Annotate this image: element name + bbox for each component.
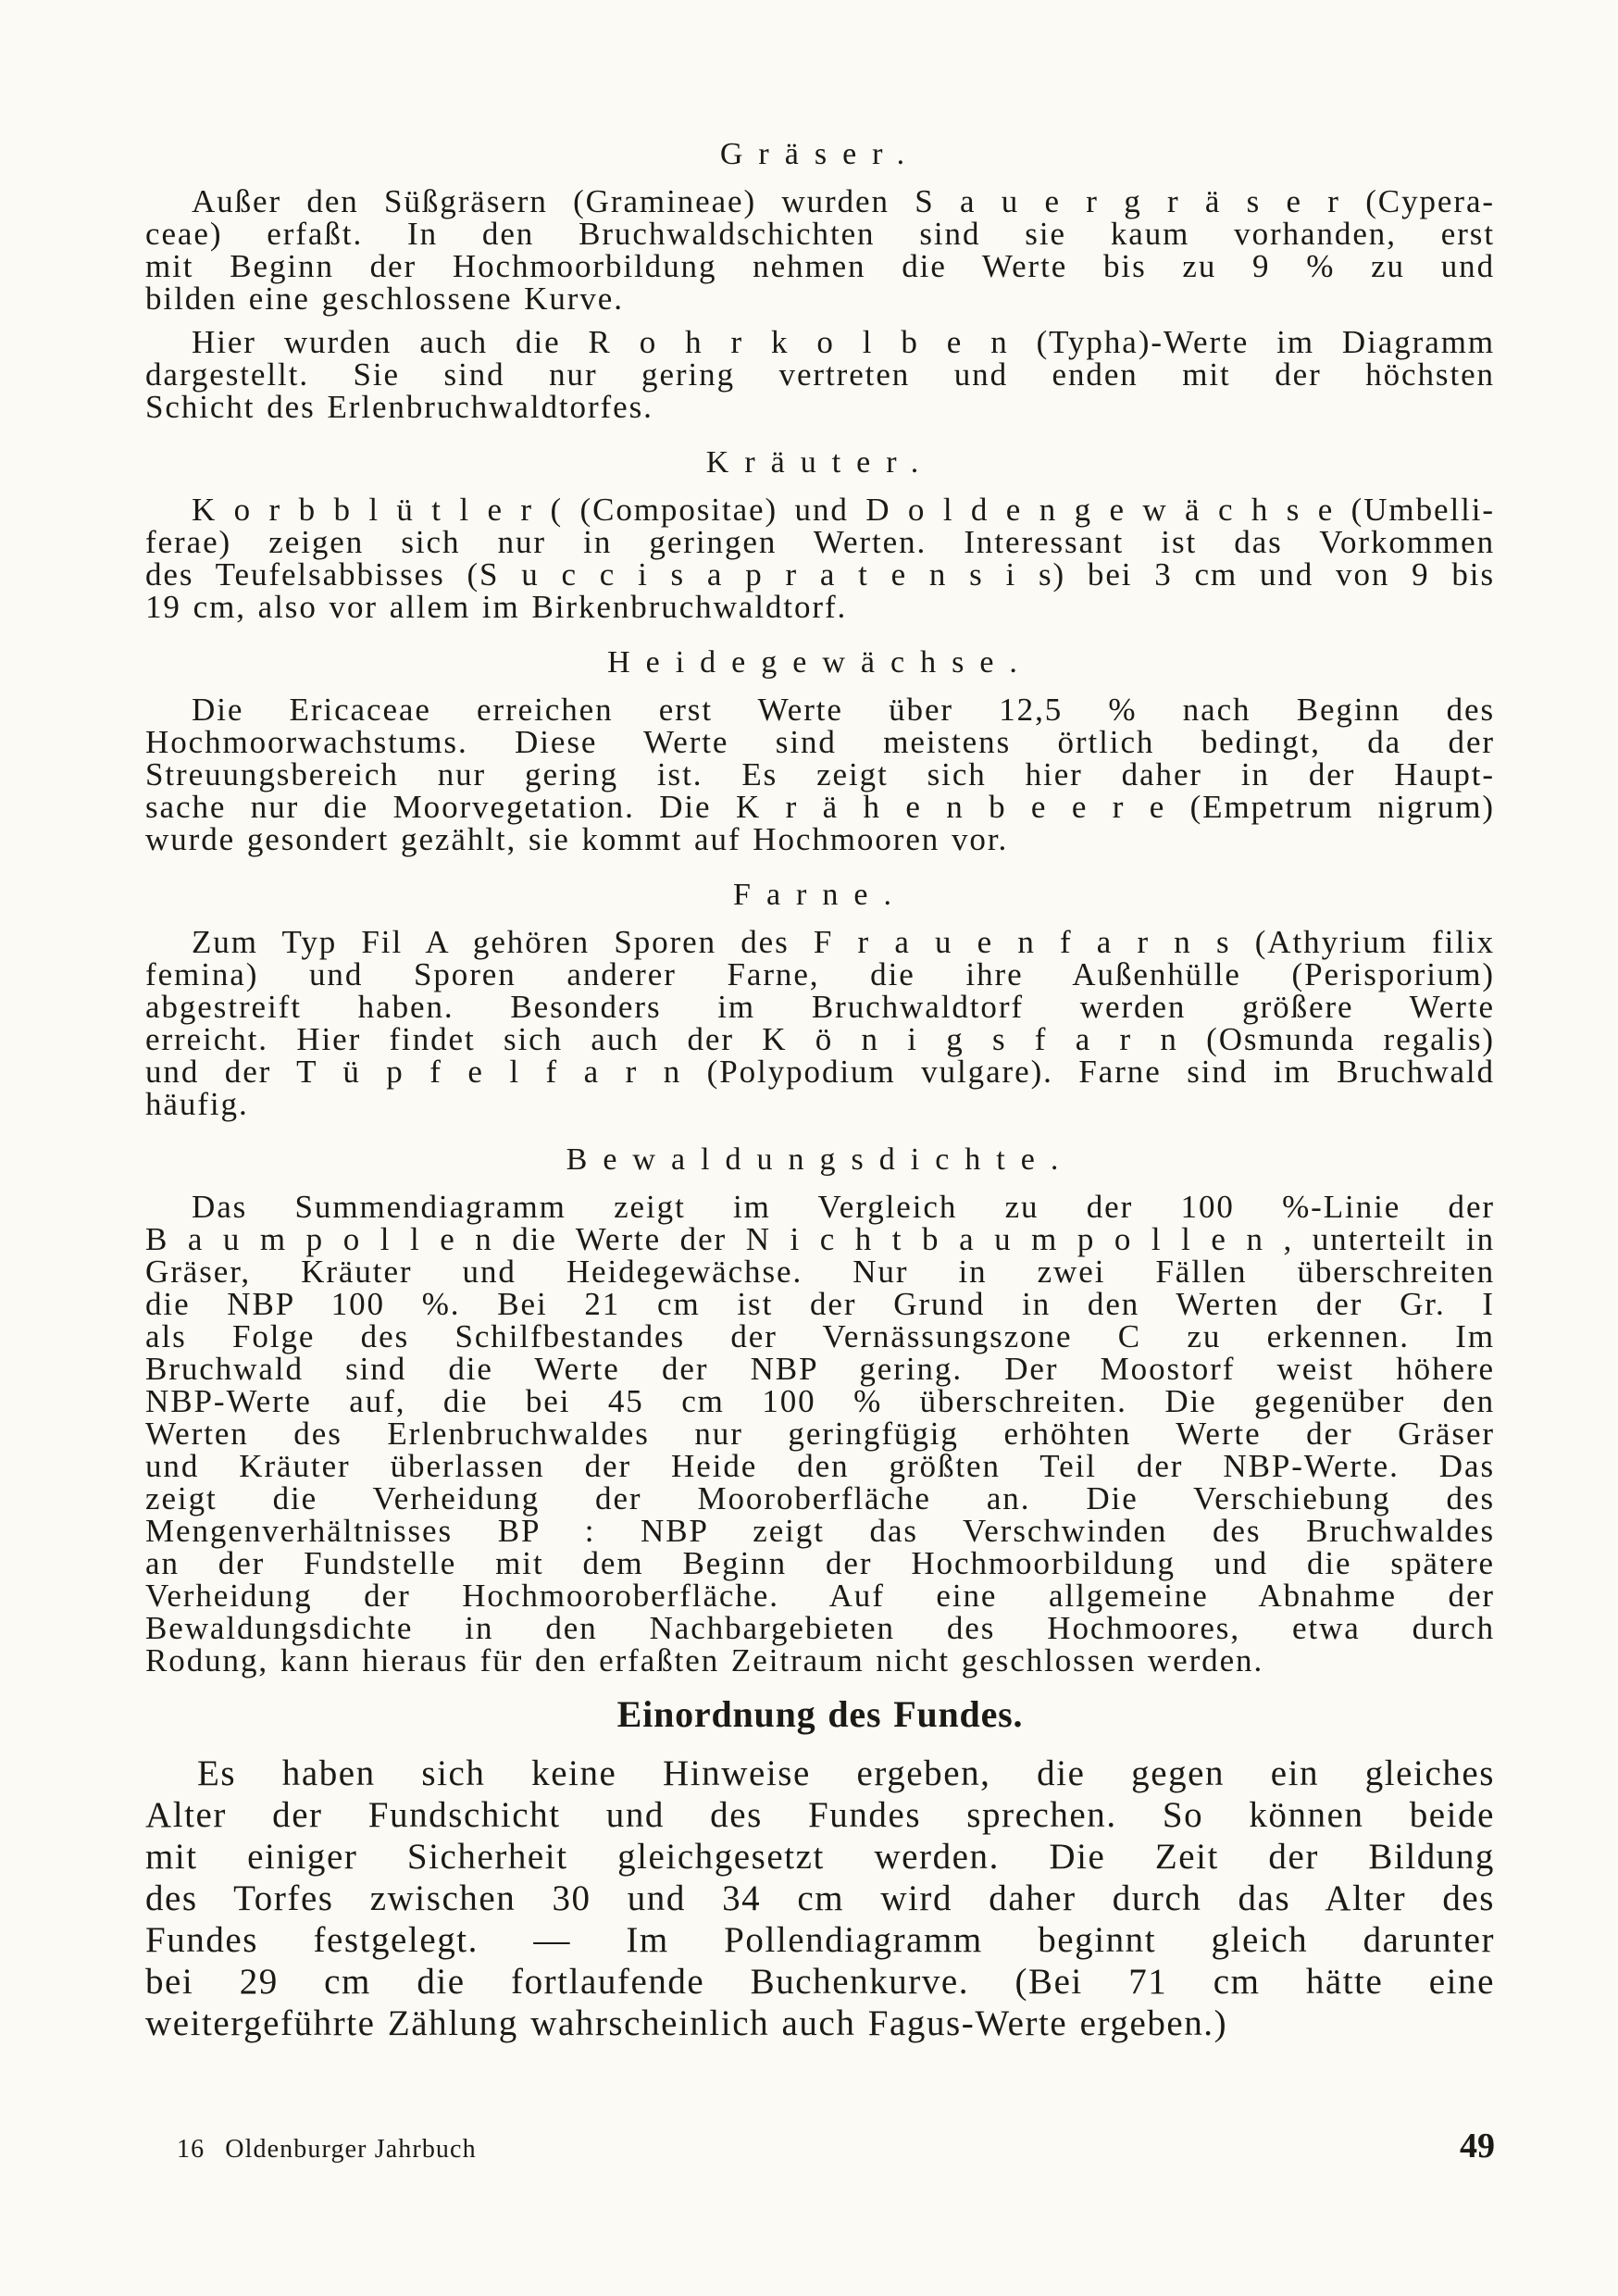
text-line: Rodung, kann hieraus für den erfaßten Zeitraum nicht geschlossen werden. bbox=[145, 1642, 1264, 1678]
text-line: Hochmoorwachstums. Diese Werte sind meistens örtlich bedingt, da der bbox=[145, 724, 1495, 760]
text-line: des Teufelsabbisses (S u c c i s a p r a t e n s i s) bei 3 cm und von 9 bis bbox=[145, 556, 1495, 593]
section-heading-farne: Farne. bbox=[733, 878, 907, 912]
text-line: ceae) erfaßt. In den Bruchwaldschichten sind sie kaum vorhanden, erst bbox=[145, 216, 1495, 252]
text-line: Das Summendiagramm zeigt im Vergleich zu der 100 %-Linie der bbox=[192, 1189, 1495, 1225]
page-number: 49 bbox=[1460, 2127, 1495, 2165]
paragraph bbox=[145, 926, 1495, 1120]
text-line: Außer den Süßgräsern (Gramineae) wurden S a u e r g r ä s e r (Cypera- bbox=[192, 183, 1495, 219]
text-line: Mengenverhältnisses BP : NBP zeigt das Verschwinden des Bruchwaldes bbox=[145, 1513, 1495, 1549]
paragraph bbox=[145, 1191, 1495, 1677]
paragraph bbox=[145, 693, 1495, 855]
text-line: dargestellt. Sie sind nur gering vertreten und enden mit der höchsten bbox=[145, 356, 1495, 393]
text-line: Schicht des Erlenbruchwaldtorfes. bbox=[145, 389, 653, 425]
page-footer bbox=[145, 2126, 1495, 2166]
section-heading-heidegewaechse: Heidegewächse. bbox=[607, 645, 1033, 680]
text-line: bei 29 cm die fortlaufende Buchenkurve. (Bei 71 cm hätte eine bbox=[145, 1962, 1495, 2002]
text-line: und Kräuter überlassen der Heide den größten Teil der NBP-Werte. Das bbox=[145, 1448, 1495, 1484]
text-line: Es haben sich keine Hinweise ergeben, die gegen ein gleiches bbox=[197, 1753, 1495, 1793]
text-line: erreicht. Hier findet sich auch der K ö n i g s f a r n (Osmunda regalis) bbox=[145, 1021, 1495, 1057]
text-line: ferae) zeigen sich nur in geringen Werten. Interessant ist das Vorkommen bbox=[145, 524, 1495, 560]
text-line: als Folge des Schilfbestandes der Vernässungszone C zu erkennen. Im bbox=[145, 1318, 1495, 1354]
text-line: häufig. bbox=[145, 1086, 249, 1122]
paragraph bbox=[145, 1753, 1495, 2044]
text-line: die NBP 100 %. Bei 21 cm ist der Grund in den Werten der Gr. I bbox=[145, 1286, 1495, 1322]
text-line: des Torfes zwischen 30 und 34 cm wird daher durch das Alter des bbox=[145, 1878, 1495, 1918]
journal-title: Oldenburger Jahrbuch bbox=[225, 2135, 477, 2164]
text-line: und der T ü p f e l f a r n (Polypodium vulgare). Farne sind im Bruchwald bbox=[145, 1054, 1495, 1090]
text-line: an der Fundstelle mit dem Beginn der Hochmoorbildung und die spätere bbox=[145, 1545, 1495, 1581]
text-line: Verheidung der Hochmooroberfläche. Auf eine allgemeine Abnahme der bbox=[145, 1578, 1495, 1614]
text-line: abgestreift haben. Besonders im Bruchwaldtorf werden größere Werte bbox=[145, 989, 1495, 1025]
text-line: sache nur die Moorvegetation. Die K r ä h e n b e e r e (Empetrum nigrum) bbox=[145, 789, 1495, 825]
page-body bbox=[145, 135, 1495, 2055]
text-line: femina) und Sporen anderer Farne, die ihre Außenhülle (Perisporium) bbox=[145, 956, 1495, 992]
signature-number: 16 bbox=[177, 2135, 205, 2164]
text-line: NBP-Werte auf, die bei 45 cm 100 % überschreiten. Die gegenüber den bbox=[145, 1383, 1495, 1419]
text-line: 19 cm, also vor allem im Birkenbruchwaldtorf. bbox=[145, 589, 848, 625]
section-heading-graeser: Gräser. bbox=[719, 137, 921, 171]
text-line: Werten des Erlenbruchwaldes nur geringfügig erhöhten Werte der Gräser bbox=[145, 1416, 1495, 1452]
text-line: mit einiger Sicherheit gleichgesetzt werden. Die Zeit der Bildung bbox=[145, 1837, 1495, 1877]
section-heading-kraeuter: Kräuter. bbox=[705, 445, 935, 480]
text-line: Alter der Fundschicht und des Fundes sprechen. So können beide bbox=[145, 1795, 1495, 1835]
text-line: B a u m p o l l e n die Werte der N i c h t b a u m p o l l e n , unterteilt in bbox=[145, 1221, 1495, 1257]
text-line: weitergeführte Zählung wahrscheinlich auch Fagus-Werte ergeben.) bbox=[145, 2003, 1228, 2043]
text-line: Fundes festgelegt. — Im Pollendiagramm beginnt gleich darunter bbox=[145, 1920, 1495, 1960]
text-line: bilden eine geschlossene Kurve. bbox=[145, 281, 624, 317]
text-line: Gräser, Kräuter und Heidegewächse. Nur in zwei Fällen überschreiten bbox=[145, 1254, 1495, 1290]
text-line: Hier wurden auch die R o h r k o l b e n (Typha)-Werte im Diagramm bbox=[192, 324, 1495, 360]
text-line: Zum Typ Fil A gehören Sporen des F r a u e n f a r n s (Athyrium filix bbox=[192, 924, 1495, 960]
text-line: Streuungsbereich nur gering ist. Es zeigt sich hier daher in der Haupt- bbox=[145, 756, 1495, 792]
text-line: wurde gesondert gezählt, sie kommt auf Hochmooren vor. bbox=[145, 821, 1009, 857]
section-heading-bewaldungsdichte: Bewaldungsdichte. bbox=[566, 1142, 1075, 1177]
text-line: zeigt die Verheidung der Mooroberfläche an. Die Verschiebung des bbox=[145, 1480, 1495, 1516]
paragraph bbox=[145, 185, 1495, 315]
text-line: Bruchwald sind die Werte der NBP gering. Der Moostorf weist höhere bbox=[145, 1351, 1495, 1387]
paragraph bbox=[145, 326, 1495, 423]
text-line: mit Beginn der Hochmoorbildung nehmen die Werte bis zu 9 % zu und bbox=[145, 248, 1495, 284]
text-line: Die Ericaceae erreichen erst Werte über 12,5 % nach Beginn des bbox=[192, 692, 1495, 728]
text-line: K o r b b l ü t l e r ( (Compositae) und D o l d e n g e w ä c h s e (Umbelli- bbox=[192, 492, 1495, 528]
paragraph bbox=[145, 493, 1495, 623]
text-line: Bewaldungsdichte in den Nachbargebieten des Hochmoores, etwa durch bbox=[145, 1610, 1495, 1646]
printers-signature bbox=[145, 2135, 477, 2165]
section-heading-einordnung-des-fundes: Einordnung des Fundes. bbox=[616, 1693, 1024, 1735]
